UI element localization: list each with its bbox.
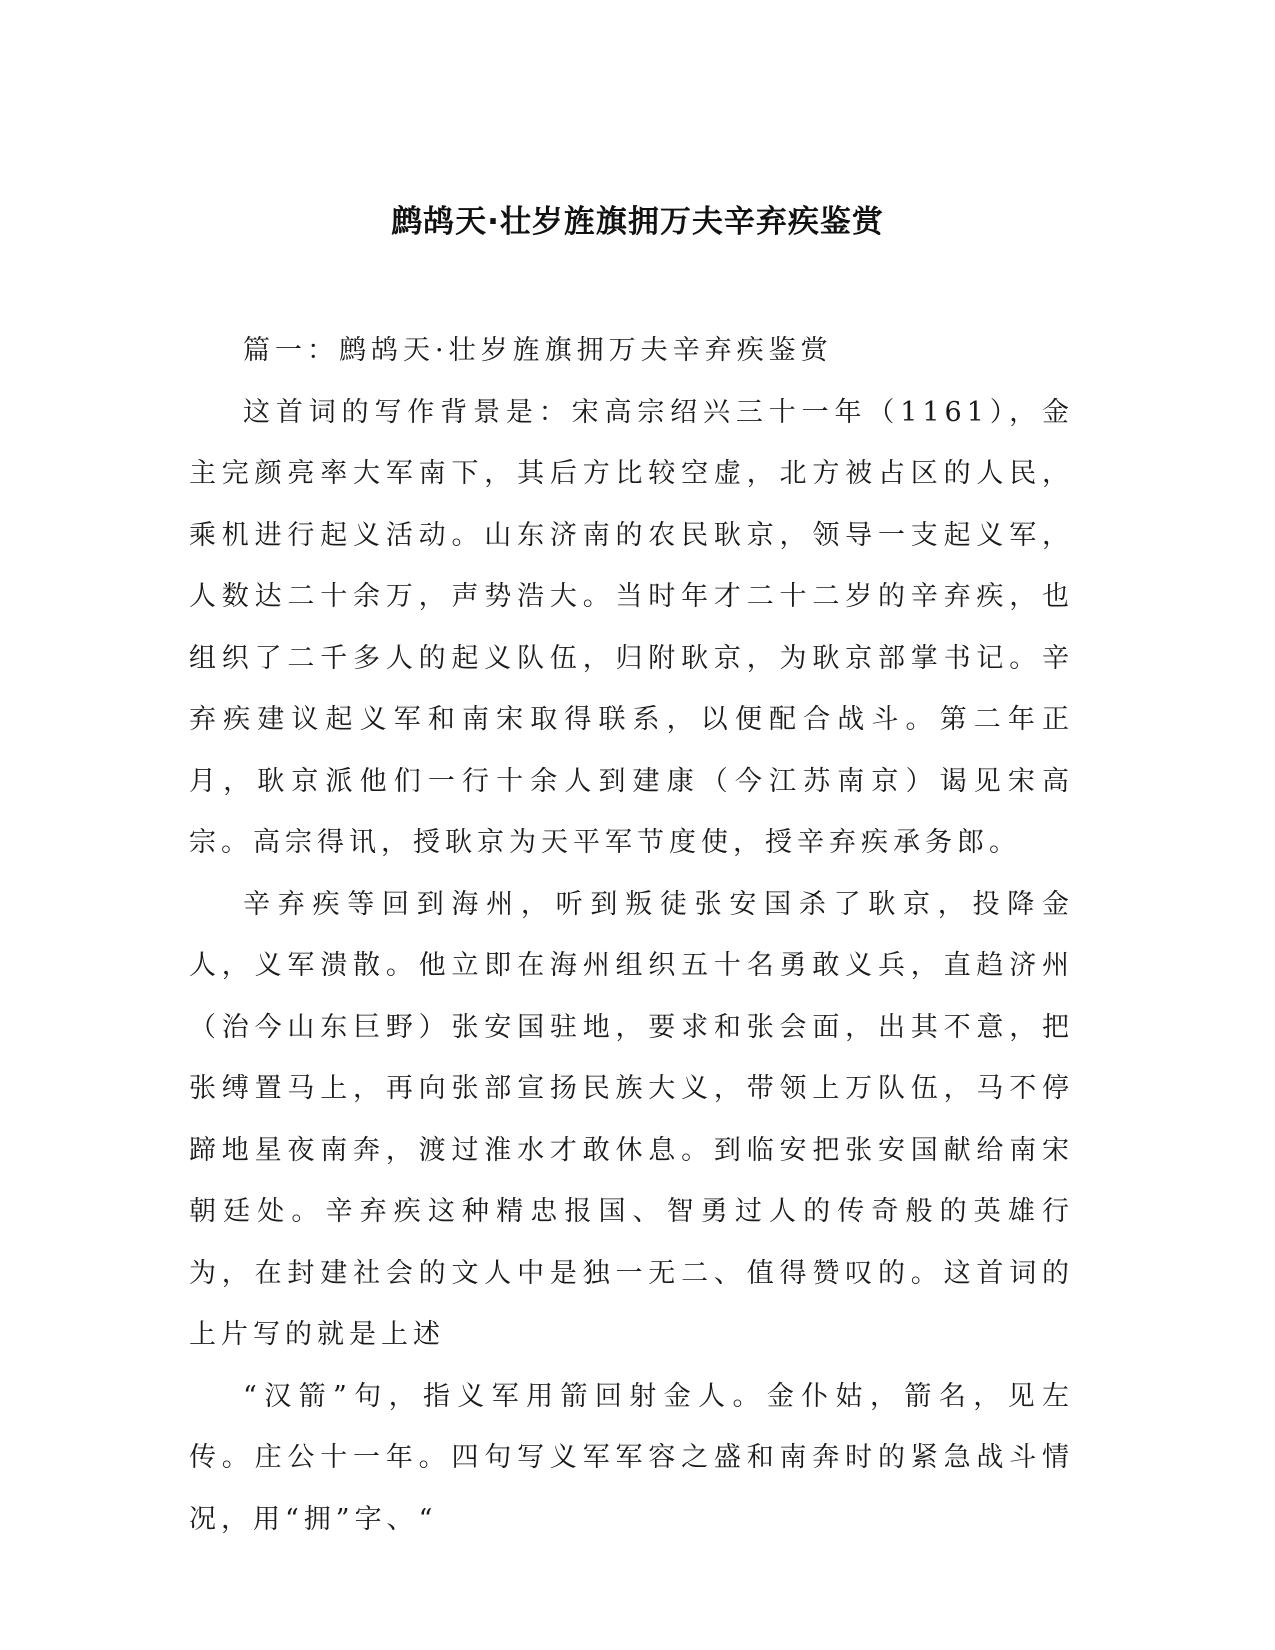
document-title: 鹧鸪天·壮岁旌旗拥万夫辛弃疾鉴赏 — [391, 204, 884, 240]
document-body — [189, 320, 1074, 1550]
paragraph-subtitle: 篇一：鹧鸪天·壮岁旌旗拥万夫辛弃疾鉴赏 — [243, 335, 833, 366]
paragraph-background: 这首词的写作背景是：宋高宗绍兴三十一年（1161），金主完颜亮率大军南下，其后方比较空虚，北方被占区的人民，乘机进行起义活动。山东济南的农民耿京，领导一支起义军，人数达二十余万，声势浩大。当时年才二十二岁的辛弃疾，也组织了二千多人的起义队伍，归附耿京，为耿京部掌书记。辛弃疾建议起义军和南宋取得联系，以便配合战斗。第二年正月，耿京派他们一行十余人到建康（今江苏南京）谒见宋高宗。高宗得讯，授耿京为天平军节度使，授辛弃疾承务郎。 — [189, 396, 1074, 858]
paragraph-hanjian: “汉箭”句，指义军用箭回射金人。金仆姑，箭名，见左传。庄公十一年。四句写义军军容之盛和南奔时的紧急战斗情况，用“拥”字、“ — [189, 1380, 1074, 1535]
paragraph-haizhou: 辛弃疾等回到海州，听到叛徒张安国杀了耿京，投降金人，义军溃散。他立即在海州组织五十名勇敢义兵，直趋济州（治今山东巨野）张安国驻地，要求和张会面，出其不意，把张缚置马上，再向张部宣扬民族大义，带领上万队伍，马不停蹄地星夜南奔，渡过淮水才敢休息。到临安把张安国献给南宋朝廷处。辛弃疾这种精忠报国、智勇过人的传奇般的英雄行为，在封建社会的文人中是独一无二、值得赞叹的。这首词的上片写的就是上述 — [189, 888, 1074, 1350]
